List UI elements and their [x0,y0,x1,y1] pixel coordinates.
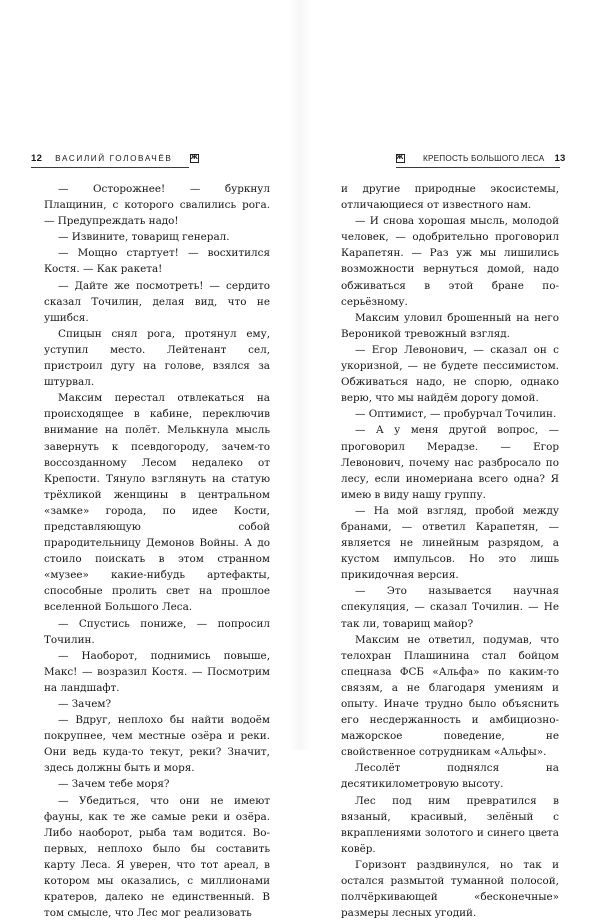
paragraph: Максим уловил брошенный на него Вероникой тревожный взгляд. [341,311,559,340]
paragraph: — Убедиться, что они не имеют фауны, как те же самые реки и озёра. Либо наоборот, рыба там водится. Во-первых, неплохо было бы составить карту Леса. Я уверен, что тот ареал, в котором мы оказались, с миллионами кратеров, далеко не единственный. В том смысле, что Лес мог реализовать [44,794,270,920]
paragraph: Горизонт раздвинулся, но так и остался размытой туманной полосой, полчёркивающей «бесконечные» размеры лесных угодий. [341,858,559,920]
paragraph: — Наоборот, поднимись повыше, Макс! — возразил Костя. — Посмотрим на ландшафт. [44,649,270,694]
left-running-head [31,150,199,166]
paragraph: Спицын снял рога, протянул ему, уступил место. Лейтенант сел, пристроил дугу на голове, взялся за штурвал. [44,327,270,389]
paragraph: — Зачем тебе моря? [58,778,170,791]
paragraph: — Спустись пониже, — попросил Точилин. [44,617,270,646]
paragraph: Максим перестал отвлекаться на происходящее в кабине, переключив внимание на полёт. Мелькнула мысль завернуть к псевдогороду, зачем-то воссозданному Лесом недалеко от Крепости. Тянуло взглянуть на статую трёхликой женщины в центральном «замке» города, по идее Кости, представляющую собой прародительницу Демонов Войны. А до стоило поискать в этом странном «музее» какие-нибудь артефакты, способные пролить свет на прошлое вселенной Большого Леса. [44,392,270,614]
publisher-logo-icon [190,154,199,163]
paragraph: — Зачем? [58,698,112,710]
right-page-number: 13 [554,152,566,164]
publisher-logo-glyph: Ж [396,154,405,161]
paragraph: — Это называется научная спекуляция, — сказал Точилин. — Не так ли, товарищ майор? [341,585,559,630]
paragraph: — Дайте же посмотреть! — сердито сказал Точилин, делая вид, что не ушибся. [44,279,270,324]
paragraph: — Осторожнее! — буркнул Плащинин, с которого свалились рога. — Предупреждать надо! [44,183,270,228]
paragraph: и другие природные экосистемы, отличающиеся от известного нам. [341,183,559,212]
publisher-logo-glyph: Ж [190,154,200,161]
paragraph: — Оптимист, — пробурчал Точилин. [355,408,557,421]
paragraph: — Егор Левонович, — сказал он с укоризной, — не будете пессимистом. Обживаться надо, не спорю, однако верю, что мы найдём дорогу домой. [341,343,559,405]
paragraph: — Вдруг, неплохо бы найти водоём покрупнее, чем местные озёра и реки. Они ведь куда-то текут, реки? Значит, здесь должны быть и моря. [44,714,270,775]
paragraph: Лесолёт поднялся на десятикилометровую высоту. [341,762,559,791]
book-title: КРЕПОСТЬ БОЛЬШОГО ЛЕСА [423,153,545,163]
left-page-number: 12 [31,152,43,164]
right-header-rule [396,167,560,168]
paragraph: — Мощно стартует! — восхитился Костя. — Как ракета! [44,247,270,276]
paragraph: — Извините, товарищ генерал. [58,231,230,244]
paragraph: — На мой взгляд, пробой между бранами, — ответил Карапетян, — является не линейным разрядом, а кустом импульсов. Но это лишь прикидочная версия. [341,504,559,582]
right-text-block [341,181,559,921]
paragraph: Лес под ним превратился в вязаный, красивый, зелёный с вкраплениями золотого и синего цвета ковёр. [341,794,559,855]
left-page [0,0,300,920]
publisher-logo-icon [396,154,405,163]
author-name: ВАСИЛИЙ ГОЛОВАЧЁВ [55,153,173,163]
paragraph: — А у меня другой вопрос, — проговорил Мерадзе. — Егор Левонович, почему нас разбросало по лесу, если иномериана всего одна? Я имею в виду нашу группу. [341,424,559,501]
left-text-block [44,181,270,921]
right-page [300,0,600,920]
right-running-head [396,150,566,166]
left-header-rule [31,167,189,168]
paragraph: Максим не ответил, подумав, что телохран Плашинина стал бойцом спецназа ФСБ «Альфа» по каким-то связям, а не благодаря умениям и опыту. Иначе трудно было объяснить его несдержанность и амбициозно-мажорское поведение, не свойственное сотрудникам «Альфы». [341,633,559,759]
paragraph: — И снова хорошая мысль, молодой человек, — одобрительно проговорил Карапетян. — Раз уж мы лишились возможности вернуться домой, надо обживаться в этой бране по-серьёзному. [341,215,559,308]
